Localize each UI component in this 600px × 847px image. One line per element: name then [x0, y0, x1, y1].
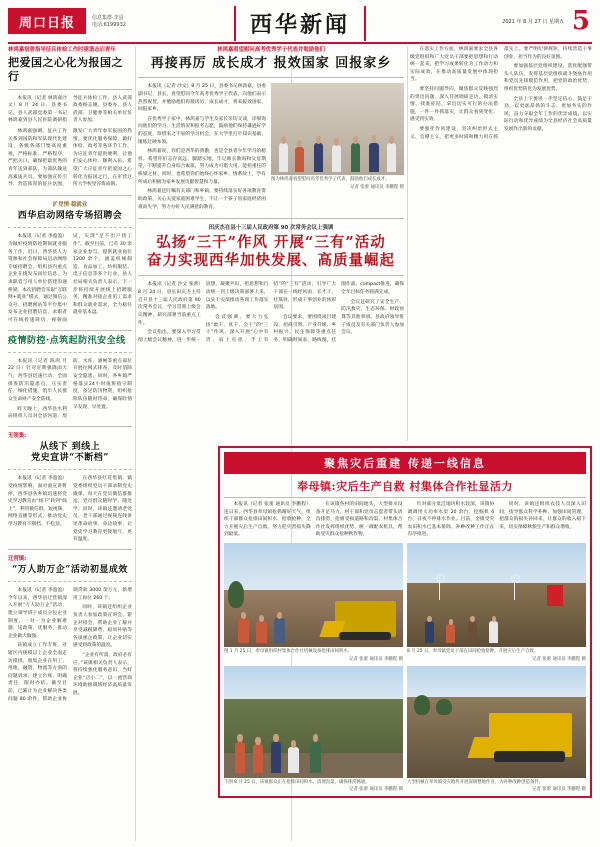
paragraph: 会议指出，要深入学习贯彻上级会议精神，进一步统一思想、凝聚共识，把思想和行动统一到上级决策部署上来，以实干实绩推动各项工作落实落地。 [138, 282, 269, 343]
masthead-meta-line1: 信息集群·李县 [92, 15, 124, 21]
lead-article-kicker: 林鸿嘉看望慰问高考优秀学子代表并勉励他们 [217, 47, 325, 53]
paragraph: 在优秀学子家中，林鸿嘉与学生及家长亲切交谈，详细询问他们的学习、生活情况和报考志愿，鼓励他们保持谦逊好学的态度，珍惜来之不易的学习机会，在大学里打牢知识基础、锤炼过硬本领。 [138, 116, 266, 145]
article-3-body [8, 358, 132, 421]
section-photo-4-caption: 大型机械在奉母镇受灾地块开展深耕整地作业，为补种改种创造条件。 [407, 779, 544, 785]
article-5-body [8, 587, 132, 703]
second-article-kicker: 田庆杰在县十三届人民政府第 90 次常务会议上强调 [208, 225, 334, 232]
article-2-body [8, 233, 132, 324]
paragraph: 要加强基层党组织建设，选优配强带头人队伍，发挥基层党组织战斗堡垒作用和党员先锋模范作用，把党的政治优势、组织优势转化为发展优势。 [504, 64, 592, 93]
paragraph: 林鸿嘉还叮嘱有关部门和乡镇，要持续落实好各项教育资助政策，关心关爱家庭困难学生，不让一个孩子因家庭经济困难而失学，努力办好人民满意的教育。 [138, 189, 266, 210]
section-photo-3 [224, 666, 403, 778]
paragraph: 要坚持问题导向，聚焦群众反映强烈的突出问题，深入开展调研走访，摸清实情、找准症结，拿出切实可行的办法措施，一件一件抓落实，让群众看到变化、感受到实效。 [410, 87, 498, 123]
paragraph: 会议要求，要围绕项目建设、招商引资、产业升级、乡村振兴、民生保障等重点任务，明确时间表、路线图，挂图作战、compact推进，确保全年目标任务圆满完成。 [273, 282, 404, 343]
paragraph: 在落实工作方面，林鸿嘉要求全县各级党组织和广大党员干部要把思想和行动统一起来，把学习成果转化为工作动力和实际成效，在推动高质量发展中体现担当。 [410, 47, 498, 83]
paragraph: 在该镇各村的田间地头，大型排水设备开足马力，村干部和党员志愿者带头清沟排涝，抢修受损道路和沟渠。村集体合作社发挥组织优势，统一调配农机具，帮助受灾群众抢种秋作物。 [315, 502, 403, 538]
section-photo-3-credit: 记者 张蕾 通讯员 李鹏程 摄 [349, 786, 403, 792]
section-photo-4 [407, 666, 586, 778]
lead-article [138, 46, 404, 213]
paragraph: 昨天晚上，西华县水利局组织人员对全县河道、堤防、水库、涵闸等重点部位开展拉网式排查，及时消除安全隐患。同时，各乡镇严格落实24小时值班值守制度，备足防汛物资，组织抢险队伍随时待命，确保险情早发现、早处置。 [8, 358, 132, 420]
section-photo-1-credit: 记者 张蕾 通讯员 李鹏程 摄 [349, 656, 403, 662]
section-photo-1-caption: 图 1 月 25 日，奉母镇组织村集体合作社机械设备抢排田间积水。 [224, 649, 353, 655]
article-4-headline-line2: 党史宣讲“不断档” [31, 453, 109, 464]
paragraph: 会议还研究了安全生产、防汛救灾、生态环保、财政预算等其他事项。县政府领导班子成员及有关部门负责人参加会议。 [341, 299, 404, 336]
masthead-meta-line2: 电话:6199932 [92, 22, 126, 28]
paragraph: 本报讯（记者 沙文）8 月 25 日，县委书记林鸿嘉，县委副书记、县长，看望慰问今年高考优秀学子代表，向他们表示热烈祝贺，并勉励他们再接再厉、成长成才，将来报效国家、回报家乡。 [138, 84, 266, 113]
section-subhead: 奉母镇:灾后生产自救 村集体合作社显活力 [297, 480, 513, 493]
section-body [224, 501, 586, 539]
column-1 [8, 46, 132, 841]
column-divider [407, 46, 408, 441]
article-5-kicker: 迁营镇: [8, 555, 27, 562]
paragraph: 在西华县红花集镇，镇党委组织党员干部录制党史微课，每天在党员微信群推送，党员群众随时学、随处学。同时，该镇还邀请老党员、老干部通过视频连线讲述革命故事、身边故事，让党史学习教育更接地气、更有温度。 [73, 476, 132, 543]
section-photo-4-credit: 记者 张蕾 通讯员 李鹏程 摄 [532, 786, 586, 792]
article-1-lead [8, 95, 132, 126]
article-4-headline-line1: 从线下 到线上 [39, 441, 101, 452]
section-photo-2 [407, 543, 586, 647]
second-article-headline-line1: 弘扬“三干”作风 开展“三有”活动 [156, 234, 386, 252]
column-4 [410, 46, 592, 436]
paragraph: 林鸿嘉说，你们是西华的骄傲，也是全县青少年学习的榜样。希望你们志存高远、脚踏实地，牢记师长教诲和父母期望，不断提升自身综合素质，努力成为可堪大用、能担重任的栋梁之材。同时，也希望你们始终心怀家乡、情系故土，学有所成后积极为家乡发展贡献智慧和力量。 [138, 149, 266, 185]
article-1 [8, 46, 132, 190]
paragraph: 同时，该镇还组织农技人员深入田间，指导群众科学补种、加强田间管理，把群众的损失补回来，让群众的收入稳下来，切实保障秋粮生产和群众增收。 [499, 502, 586, 530]
paragraph: 本报讯（记者 李盈盈）今年以来，西华县迁营镇深入开展“万人助万企”活动，建立领导班子成员分包企业制度，一对一为企业解难题、送政策、优服务，推动企业做大做强。 [8, 588, 67, 639]
paragraph: 本报讯（记者 林鸿嘉沙文）8 月 24 日，县委书记、县人武部党委第一书记林鸿嘉到县人民医院调研指导征兵体检工作。县人武部政委杨志刚，县委办、县人武部、卫健委等相关单位负责人参加。 [8, 95, 132, 124]
second-article-headline-line2: 奋力实现西华加快发展、高质量崛起 [147, 252, 395, 270]
article-2 [8, 201, 132, 325]
section-photo-1 [224, 543, 403, 647]
paragraph: 同时，该镇还组织企业负责人参加政策宣讲会、银企对接会，帮助企业了解并享受减税降费、稳岗补贴等各项惠企政策，让企业切实感受到政策的温度。 [73, 605, 132, 649]
section-title: 西华新闻 [234, 6, 366, 41]
paragraph: 针对部分低洼地块积水较深，该镇协调调用大功率水泵 20 余台、挖掘机 6 台，日夜不停排水作业。目前，全镇受灾农田积水已基本排除，补种改种工作正在有序推进。 [407, 502, 495, 538]
page-body [8, 46, 592, 841]
article-4 [8, 432, 132, 544]
lead-article-photo [271, 83, 404, 175]
paragraph: 林鸿嘉强调，征兵工作关系到国防和军队现代化建设，各级各部门要高度重视，严格标准、严格程序、严把关口，确保把最优秀的青年送到部队，为部队输送高素质兵员。要加强宣传引导，营造浓厚的征兵氛围，激发广大青年参军报国的热情。要优化服务保障，做好体检、政考等各环节工作，为应征青年提供便利，让他们安心体检、顺利入伍。希望广大应征青年把爱国之心转化为报国之行，在军营这所大学校里淬炼成钢。 [8, 129, 132, 188]
article-5-headline: “万人助万企”活动初显成效 [12, 564, 128, 575]
column-divider [135, 46, 136, 841]
section-banner-title: 聚焦灾后重建 传递一线信息 [224, 452, 586, 474]
paragraph: 本报讯（记者 李盈盈）为做好疫情防控期间就业服务工作，近日，西华县人力资源和社会保障局启动网络专场招聘会，组织县内重点企业在线发布岗位信息，为求职者与用人单位搭建沟通桥梁。本次招聘会采取“互联网+就业”模式，通过微信公众号、招聘网站等平台集中发布企业招聘信息，求职者可在线投递简历、视频面试，实现“足不出户找工作”。截至目前，已有 30 余家企业参与，提供就业岗位 1200 余个，涵盖机械制造、食品加工、纺织服装、电子信息等多个行业。县人社局相关负责人表示，下一步将持续开展线上招聘服务，精准对接企业用工需求和群众就业需求，全力稳住就业基本盘。 [8, 234, 132, 323]
paragraph: 本报讯（记者 陈鸿 月 22 日）针对近期强降雨天气，西华县迅速行动，全面排查防汛隐患点，压实责任、细化措施，筑牢人民群众生命财产安全防线。 [8, 358, 67, 402]
article-2-headline: 西华启动网络专场招聘会 [17, 211, 123, 222]
lead-article-body [138, 116, 266, 211]
paragraph: 本报讯（记者 张蕾 通讯员 李鹏程）连日来，西华县奉母镇抢抓晴好天气，组织干部群众抢排田间积水、抢收抢种，全力开展灾后生产自救，努力把灾害损失降到最低。 [224, 502, 311, 538]
article-1-headline: 把爱国之心化为报国之行 [8, 56, 123, 83]
lead-article-photo-credit: 记者 张蕾 通讯员 李鹏程 摄 [350, 184, 404, 190]
lead-article-photo-caption: 图为林鸿嘉看望慰问高考优秀学子代表，鼓励他们成长成才。 [271, 177, 390, 183]
article-1-kicker: 林鸿嘉宿曾指导征兵体检工作时亟谐志启青年 [8, 47, 116, 53]
paragraph: 本报讯（记者 李盈盈）受疫情影响，面对面宣讲暂停，西华县各乡镇迅速将党史学习教育由“线下”转到“线上”，利用微信群、短视频、网络直播等形式，推动党史学习教育不断档、不松劲。 [8, 476, 67, 527]
disaster-recovery-section [218, 446, 592, 798]
section-photo-3-caption: 下图 8 月 25 日，该镇群众正在抢排田间积水、清理沟渠，确保排涝畅通。 [224, 779, 370, 785]
article-3-kicker: 疫情防控·点筑起防汛安全线 [8, 335, 126, 346]
page-number: 5 [571, 6, 590, 36]
column-4-body [410, 46, 592, 141]
paragraph: “企业有所需，政府必有应。”该镇相关负责人表示，将持续强化服务意识，当好企业“店小二”，以一流营商环境助推镇域经济高质量发展。 [73, 653, 132, 697]
article-3 [8, 336, 132, 421]
issue-date: 2021 年 8 月 27 日 星期五 [502, 19, 564, 25]
article-4-body [8, 475, 132, 543]
second-article-lead [138, 281, 404, 344]
lead-article-headline: 再接再厉 成长成才 报效国家 回报家乡 [150, 56, 392, 72]
paragraph: 会议强调，要大力弘扬“敢干、真干、会干”的“三干”作风，深入开展“心中有责、肩上有担、手上有招”的“三有”活动，引导广大干部在一线经风雨、长才干、壮筋骨，形成干事创业的浓厚氛围。 [205, 282, 337, 343]
paragraph: 全县上下要进一步坚定信心、鼓足干劲，以更加昂扬的斗志、更加务实的作风，奋力夺取全年工作的优异成绩，以实际行动和优异成绩为全县经济社会高质量发展作出新的贡献。 [504, 96, 592, 133]
paragraph: 该镇成立工作专班，对辖区内规模以上企业全面走访摸排，收集企业在用工、用地、融资、物流等方面的问题诉求，建立台账、明确责任、限时办结。截至目前，已累计为企业解决各类问题 80 余件，帮助企业协调贷款 3000 余万元，新增用工岗位 260 个。 [8, 588, 132, 702]
second-article [138, 224, 404, 344]
newspaper-logo: 周口日报 [8, 8, 86, 34]
paragraph: 要强化作风建设，坚决纠治形式主义、官僚主义，把更多时间和精力用在抓落实上。要严明纪律规矩，持续营造干事创业、担当作为的良好氛围。 [410, 47, 592, 140]
article-5 [8, 555, 132, 704]
section-photo-2-caption: 8 月 25 日，奉母镇党员干部在田间抢收抢种，开展灾后生产自救。 [407, 649, 539, 655]
section-photo-2-credit: 记者 张蕾 通讯员 李鹏程 摄 [532, 656, 586, 662]
lead-article-lead [138, 83, 266, 113]
article-4-kicker: 无领集: [8, 432, 27, 439]
masthead [8, 6, 592, 44]
masthead-meta [92, 15, 126, 29]
article-2-kicker: 扩党情·稳就业 [52, 201, 88, 208]
article-1-body [8, 128, 132, 190]
paragraph: 本报讯（记者 沙文 张蕾）8 月 24 日，县长田庆杰主持召开县十三届人民政府第 90 次常务会议，学习贯彻上级会议精神，研究部署当前重点工作。 [138, 282, 201, 326]
